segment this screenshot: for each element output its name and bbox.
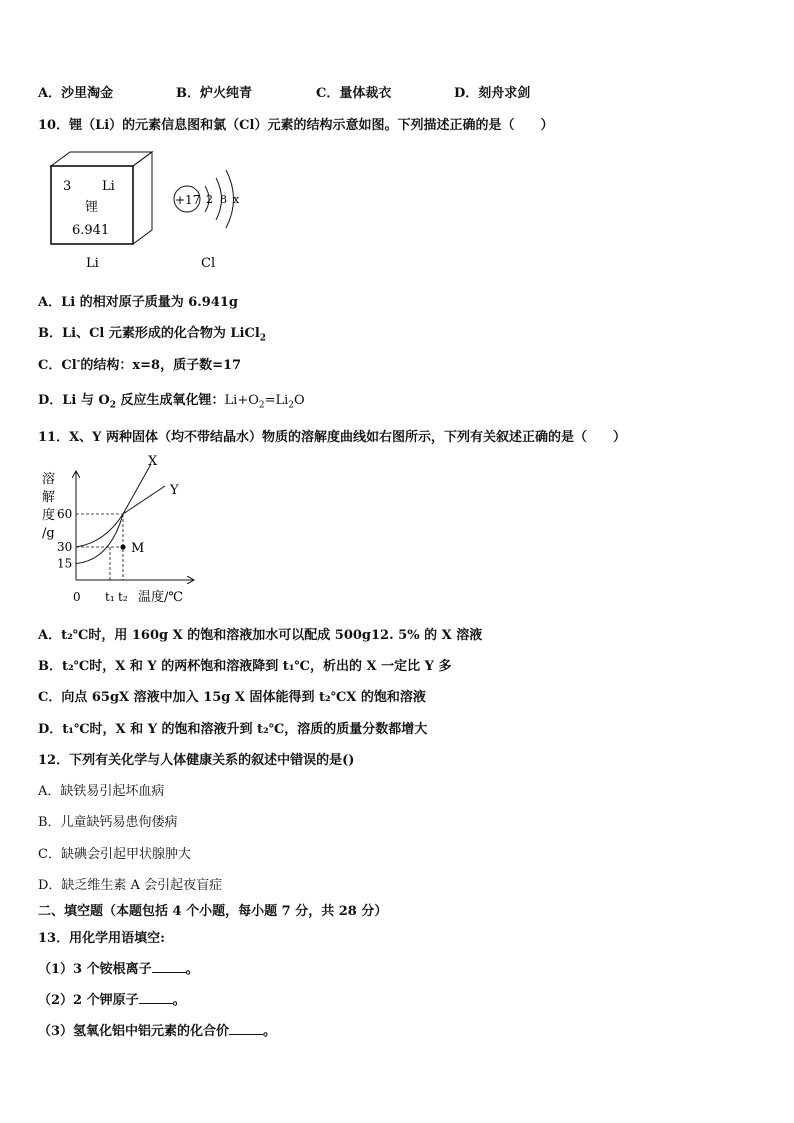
curve-x-label: X: [148, 454, 158, 469]
q10-figure: [45, 148, 255, 273]
y-tick-label: 30: [57, 540, 73, 554]
q9-option-b: B．炉火纯青: [176, 86, 252, 101]
li-name: 锂: [85, 200, 99, 215]
chart-annotations: [120, 541, 144, 556]
q11-option-b: B．t₂℃时，X 和 Y 的两杯饱和溶液降到 t₁℃，析出的 X 一定比 Y 多: [38, 659, 452, 674]
cl-caption: Cl: [201, 256, 216, 271]
x-tick-label: t₂: [118, 590, 128, 604]
q9-option-a: A．沙里淘金: [38, 86, 114, 101]
y-axis-label-char: 溶: [42, 472, 56, 487]
li-caption: Li: [86, 256, 99, 271]
x-tick-label: t₁: [105, 590, 115, 604]
li-atomic-number: 3: [63, 179, 72, 194]
answer-blank[interactable]: [139, 991, 173, 1004]
q11-option-d: D．t₁℃时，X 和 Y 的饱和溶液升到 t₂℃，溶质的质量分数都增大: [38, 722, 428, 737]
li-symbol: Li: [102, 179, 115, 194]
y-axis-label-char: /g: [42, 526, 55, 541]
curve-y-label: Y: [170, 483, 179, 498]
answer-blank[interactable]: [152, 960, 186, 973]
q11-stem: 11．X、Y 两种固体（均不带结晶水）物质的溶解度曲线如右图所示，下列有关叙述正确的是（ ）: [38, 430, 626, 445]
q11-option-a: A．t₂℃时，用 160g X 的饱和溶液加水可以配成 500g12. 5% 的 X 溶液: [38, 628, 483, 643]
q10-option-b: B．Li、Cl 元素形成的化合物为 LiCl$_2$: [38, 326, 267, 344]
section-2-title: 二、填空题（本题包括 4 个小题，每小题 7 分，共 28 分）: [38, 904, 388, 919]
q10-option-c: C．Cl-的结构：x=8，质子数=17: [38, 356, 242, 373]
q10-option-d: D．Li 与 $O_2$ 反应生成氧化锂：$Li+O_2=Li_2O$: [38, 393, 305, 411]
cl-shell-3: x: [233, 193, 240, 206]
y-tick-label: 15: [57, 556, 73, 571]
cl-nucleus: +17: [175, 193, 201, 207]
li-element-card: [51, 152, 152, 244]
li-oxide-equation: $Li+O_2=Li_2O$: [224, 393, 305, 411]
q13-item-3: （3）氢氧化铝中铝元素的化合价 。: [38, 1024, 277, 1039]
chart-y-axis-label: [42, 471, 55, 541]
q13-stem: 13．用化学用语填空:: [38, 931, 165, 946]
li-mass: 6.941: [72, 223, 110, 238]
q9-option-d: D．刻舟求剑: [454, 86, 531, 101]
q9-option-c: C．量体裁衣: [316, 86, 392, 101]
q12-option-a: A．缺铁易引起坏血病: [38, 784, 165, 799]
chart-origin-label: 0: [73, 590, 81, 604]
cl-shell-2: 8: [220, 193, 227, 206]
y-axis-label-char: 解: [42, 490, 56, 505]
q12-stem: 12．下列有关化学与人体健康关系的叙述中错误的是(): [38, 753, 355, 768]
solubility-chart: [38, 454, 208, 612]
y-axis-label-char: 度: [42, 508, 56, 523]
q13-item-2: （2）2 个钾原子 。: [38, 993, 186, 1008]
q10-option-a: A．Li 的相对原子质量为 6.941g: [38, 295, 239, 310]
chart-x-axis-label: 温度/℃: [138, 590, 183, 605]
point-m: [120, 544, 125, 549]
answer-blank[interactable]: [229, 1022, 263, 1035]
curve-y: [76, 486, 165, 547]
point-m-label: M: [131, 541, 145, 556]
q12-option-b: B．儿童缺钙易患佝偻病: [38, 815, 178, 830]
q13-item-1: （1）3 个铵根离子 。: [38, 962, 199, 977]
q10-stem: 10．锂（Li）的元素信息图和氯（Cl）元素的结构示意如图。下列描述正确的是（ ）: [38, 118, 554, 133]
cl-shell-1: 2: [206, 193, 213, 206]
q11-option-c: C．向点 65gX 溶液中加入 15g X 固体能得到 t₂℃X 的饱和溶液: [38, 690, 426, 705]
cl-structure-diagram: [174, 170, 240, 228]
q12-option-c: C．缺碘会引起甲状腺肿大: [38, 847, 191, 862]
q12-option-d: D．缺乏维生素 A 会引起夜盲症: [38, 878, 223, 893]
y-tick-label: 60: [57, 507, 73, 521]
